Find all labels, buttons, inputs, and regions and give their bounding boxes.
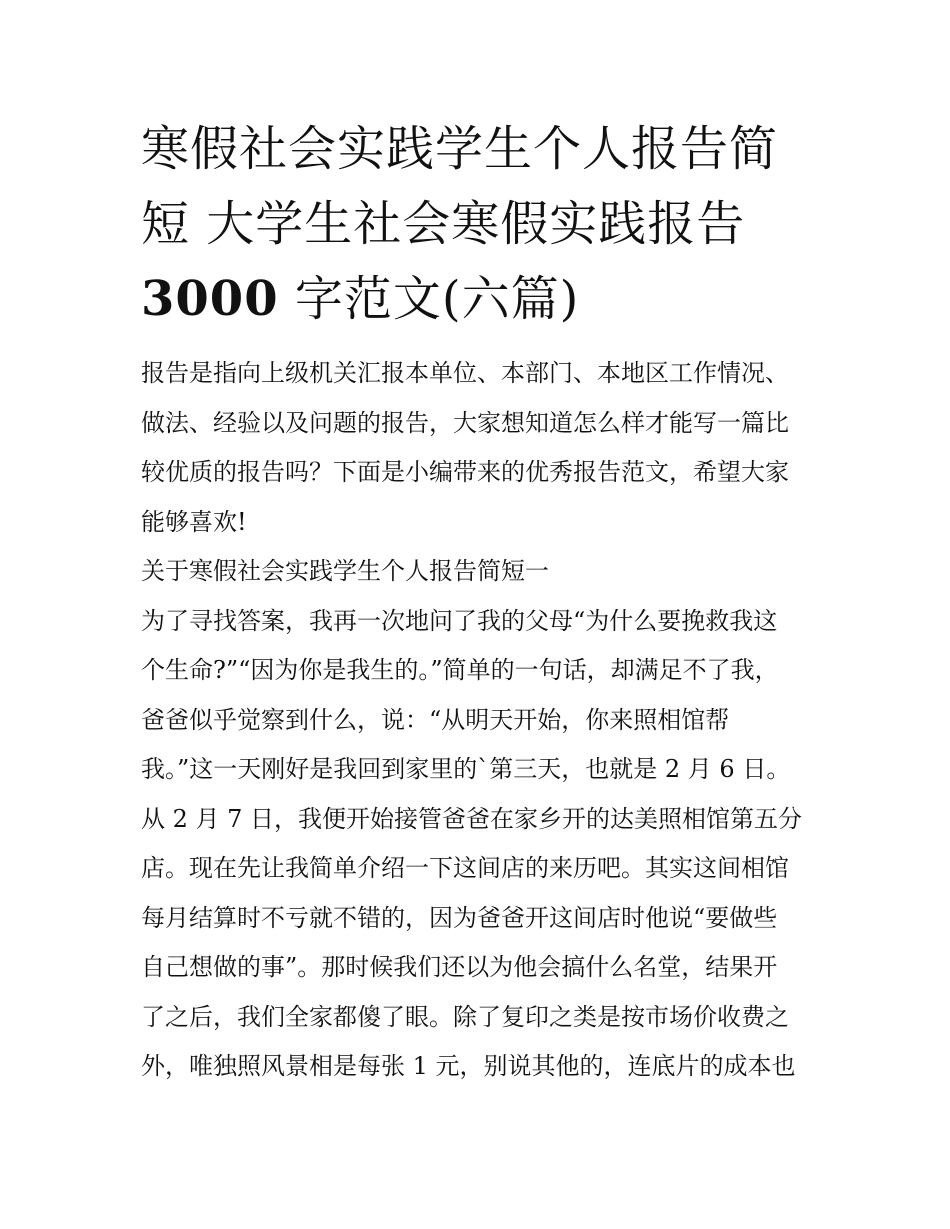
section-heading: 关于寒假社会实践学生个人报告简短一 <box>141 557 549 585</box>
title-line-1: 寒假社会实践学生个人报告简 <box>141 121 779 177</box>
body-line: 店。现在先让我简单介绍一下这间店的来历吧。其实这间相馆 <box>141 854 789 882</box>
body-line: 从 2 月 7 日，我便开始接管爸爸在家乡开的达美照相馆第五分 <box>141 804 803 833</box>
intro-line: 较优质的报告吗？下面是小编带来的优秀报告范文，希望大家 <box>141 458 789 486</box>
document-content <box>141 112 813 1092</box>
title-number: 3000 <box>141 271 279 327</box>
title-line-2: 短 大学生社会寒假实践报告 <box>141 196 746 252</box>
body-line: 为了寻找答案，我再一次地问了我的父母“为什么要挽救我这 <box>141 606 778 635</box>
body-paragraph <box>141 597 813 1092</box>
body-line: 每月结算时不亏就不错的，因为爸爸开这间店时他说“要做些 <box>141 903 778 932</box>
body-line: 外，唯独照风景相是每张 1 元，别说其他的，连底片的成本也 <box>141 1052 796 1080</box>
body-line: 爸爸似乎觉察到什么，说：“从明天开始，你来照相馆帮 <box>141 705 730 734</box>
body-line: 了之后，我们全家都傻了眼。除了复印之类是按市场价收费之 <box>141 1002 789 1031</box>
body-line: 自己想做的事”。那时候我们还以为他会搞什么名堂，结果开 <box>141 953 778 981</box>
intro-line: 做法、经验以及问题的报告，大家想知道怎么样才能写一篇比 <box>141 408 789 437</box>
body-line: 我。”这一天刚好是我回到家里的`第三天，也就是 2 月 6 日。 <box>141 755 791 783</box>
body-line: 个生命?”“因为你是我生的。”简单的一句话，却满足不了我， <box>141 656 779 684</box>
intro-line: 能够喜欢! <box>141 507 247 536</box>
document-title <box>141 112 813 337</box>
intro-paragraph <box>141 349 813 547</box>
intro-line: 报告是指向上级机关汇报本单位、本部门、本地区工作情况、 <box>141 359 789 387</box>
title-tail: 字范文(六篇) <box>278 271 580 327</box>
